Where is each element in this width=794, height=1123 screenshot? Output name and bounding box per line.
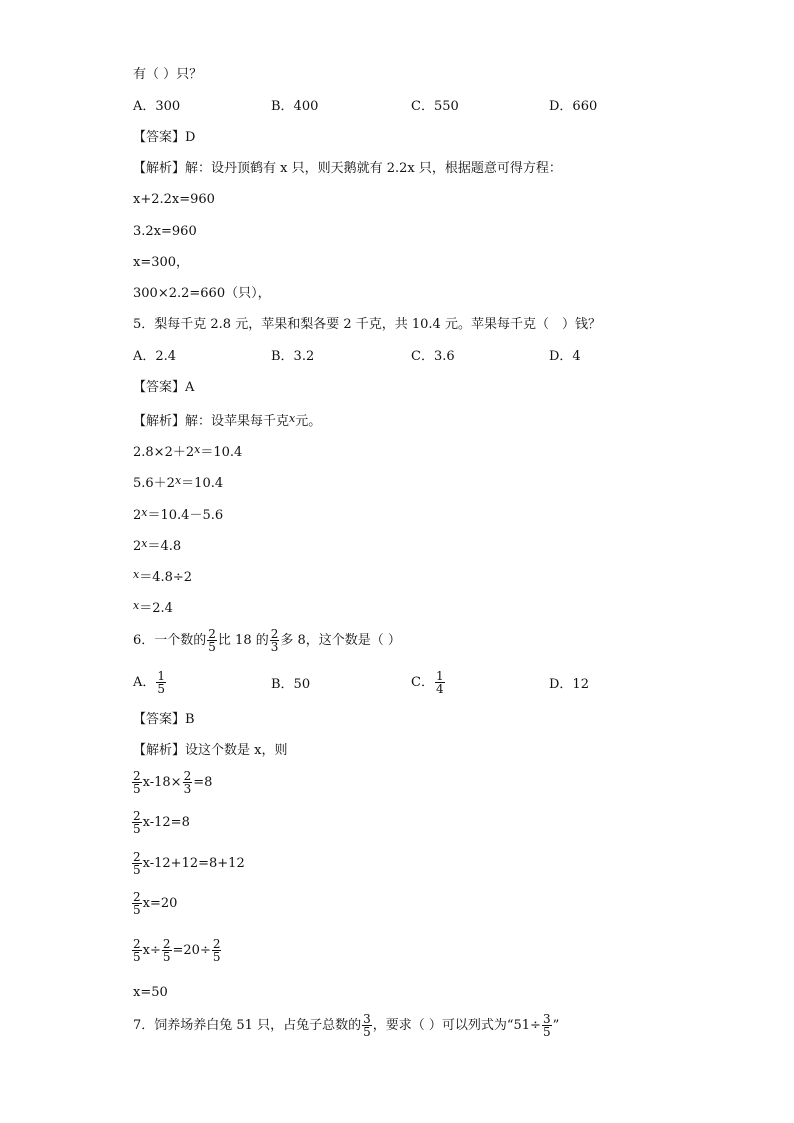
q6-option-d: D．12 bbox=[549, 677, 589, 692]
variable: x bbox=[194, 443, 201, 456]
numerator: 2 bbox=[212, 937, 221, 951]
q5-analysis bbox=[133, 410, 321, 431]
step-text: x-18× bbox=[142, 775, 182, 790]
denominator: 5 bbox=[157, 682, 166, 696]
denominator: 5 bbox=[212, 950, 221, 964]
q5-option-b: B．3.2 bbox=[271, 349, 315, 364]
fraction-two-fifths bbox=[132, 891, 142, 916]
denominator: 3 bbox=[270, 640, 279, 654]
fraction-two-fifths bbox=[132, 938, 142, 963]
step-post: ＝4.8÷2 bbox=[139, 570, 193, 585]
fraction-one-fifth bbox=[156, 670, 166, 695]
step-post: ＝10.4－5.6 bbox=[147, 508, 224, 523]
q4-option-a: A．300 bbox=[133, 99, 181, 114]
numerator: 2 bbox=[133, 850, 141, 864]
step-text: =8 bbox=[193, 775, 213, 790]
q6-text-a: 6．一个数的 bbox=[133, 633, 207, 648]
numerator: 2 bbox=[133, 809, 141, 823]
numerator: 1 bbox=[435, 669, 444, 683]
step-text: x÷ bbox=[142, 943, 161, 958]
q5-question: 5．梨每千克 2.8 元，苹果和梨各要 2 千克，共 10.4 元。苹果每千克（ ）钱？ bbox=[133, 317, 601, 332]
step-post: ＝4.8 bbox=[147, 539, 182, 554]
variable: x bbox=[133, 568, 140, 581]
denominator: 3 bbox=[183, 782, 192, 796]
numerator: 2 bbox=[183, 769, 192, 783]
fraction-two-fifths bbox=[162, 938, 172, 963]
q6-text-c: 多 8，这个数是（ ） bbox=[280, 633, 401, 648]
q6-text-b: 比 18 的 bbox=[217, 633, 269, 648]
denominator: 4 bbox=[435, 682, 444, 696]
step-pre: 2 bbox=[133, 508, 142, 523]
numerator: 2 bbox=[270, 627, 279, 641]
analysis-text: 解：设丹顶鹤有 x 只，则天鹅就有 2.2x 只，根据题意可得方程： bbox=[185, 161, 562, 176]
step-post: ＝10.4 bbox=[200, 445, 243, 460]
q4-step-1: x+2.2x=960 bbox=[133, 192, 215, 207]
q5-option-c: C．3.6 bbox=[411, 349, 455, 364]
step-text: x-12=8 bbox=[142, 815, 190, 830]
fraction-two-fifths bbox=[207, 628, 217, 653]
fraction-two-fifths bbox=[132, 810, 142, 835]
step-post: ＝2.4 bbox=[139, 601, 173, 616]
option-label: A． bbox=[133, 675, 156, 690]
fraction-two-fifths bbox=[212, 938, 222, 963]
q5-step-5 bbox=[133, 566, 192, 587]
denominator: 5 bbox=[133, 950, 141, 964]
q5-answer bbox=[133, 379, 194, 397]
answer-value: B bbox=[185, 712, 195, 727]
q4-step-4: 300×2.2=660（只）， bbox=[133, 286, 271, 301]
numerator: 1 bbox=[157, 669, 166, 683]
q5-step-4 bbox=[133, 535, 181, 556]
numerator: 2 bbox=[133, 890, 141, 904]
q6-answer bbox=[133, 711, 195, 729]
variable: x bbox=[141, 537, 148, 550]
q6-step-4 bbox=[131, 891, 177, 917]
q6-option-b: B．50 bbox=[271, 677, 311, 692]
numerator: 2 bbox=[162, 937, 171, 951]
analysis-text-b: 元。 bbox=[295, 414, 322, 429]
q5-step-2 bbox=[133, 472, 223, 493]
q5-option-d: D．4 bbox=[549, 349, 581, 364]
variable: x bbox=[141, 506, 148, 519]
q5-step-6 bbox=[133, 597, 173, 618]
analysis-text-a: 解：设苹果每千克 bbox=[185, 414, 290, 429]
q7-text-c: ” bbox=[552, 1018, 560, 1033]
q4-option-c: C．550 bbox=[411, 99, 459, 114]
q6-step-5 bbox=[131, 938, 222, 964]
q5-option-a: A．2.4 bbox=[133, 349, 177, 364]
denominator: 5 bbox=[363, 1025, 371, 1039]
analysis-label: 【解析】 bbox=[133, 161, 186, 176]
step-pre: 5.6＋2 bbox=[133, 476, 175, 491]
q5-step-3 bbox=[133, 504, 223, 525]
option-label: C． bbox=[411, 675, 434, 690]
fraction-three-fifths bbox=[542, 1013, 552, 1038]
q6-step-6: x=50 bbox=[133, 985, 168, 1000]
variable: x bbox=[133, 599, 140, 612]
answer-value: D bbox=[185, 130, 196, 145]
fraction-two-fifths bbox=[132, 851, 142, 876]
q4-step-3: x=300， bbox=[133, 255, 190, 270]
q7-text-a: 7．饲养场养白兔 51 只，占兔子总数的 bbox=[133, 1018, 362, 1033]
q7-text-b: ，要求（ ）可以列式为“51÷ bbox=[372, 1018, 541, 1033]
q4-analysis bbox=[133, 160, 562, 178]
numerator: 2 bbox=[133, 937, 141, 951]
q6-question bbox=[133, 628, 401, 653]
denominator: 5 bbox=[162, 950, 171, 964]
q5-step-1 bbox=[133, 441, 242, 462]
step-pre: 2.8×2＋2 bbox=[133, 445, 195, 460]
variable: x bbox=[289, 412, 296, 425]
step-text: x-12+12=8+12 bbox=[142, 856, 245, 871]
q6-option-a bbox=[133, 670, 167, 695]
q6-step-3 bbox=[131, 851, 245, 877]
fraction-one-fourth bbox=[435, 670, 445, 695]
numerator: 3 bbox=[363, 1012, 371, 1026]
step-post: ＝10.4 bbox=[181, 476, 224, 491]
analysis-label: 【解析】 bbox=[133, 414, 186, 429]
fraction-two-thirds bbox=[270, 628, 280, 653]
step-pre: 2 bbox=[133, 539, 142, 554]
denominator: 5 bbox=[133, 863, 141, 877]
analysis-text: 设这个数是 x，则 bbox=[185, 743, 288, 758]
q7-question bbox=[133, 1012, 559, 1040]
analysis-label: 【解析】 bbox=[133, 743, 186, 758]
q6-option-c bbox=[411, 670, 446, 695]
q6-step-1 bbox=[131, 770, 212, 796]
denominator: 5 bbox=[133, 782, 141, 796]
q4-step-2: 3.2x=960 bbox=[133, 224, 197, 239]
step-text: =20÷ bbox=[172, 943, 211, 958]
denominator: 5 bbox=[133, 903, 141, 917]
step-text: x=20 bbox=[142, 896, 178, 911]
q4-question-tail: 有（ ）只？ bbox=[133, 67, 203, 82]
answer-label: 【答案】 bbox=[133, 130, 186, 145]
numerator: 2 bbox=[133, 769, 141, 783]
answer-label: 【答案】 bbox=[133, 712, 186, 727]
q6-analysis bbox=[133, 742, 287, 760]
q4-option-d: D．660 bbox=[549, 99, 598, 114]
q6-step-2 bbox=[131, 810, 190, 836]
numerator: 3 bbox=[542, 1012, 551, 1026]
answer-value: A bbox=[185, 380, 195, 395]
denominator: 5 bbox=[208, 640, 216, 654]
q4-option-b: B．400 bbox=[271, 99, 319, 114]
q4-answer bbox=[133, 129, 195, 147]
fraction-two-fifths bbox=[132, 770, 142, 795]
fraction-two-thirds bbox=[183, 770, 193, 795]
variable: x bbox=[174, 474, 182, 487]
numerator: 2 bbox=[208, 627, 216, 641]
denominator: 5 bbox=[542, 1025, 551, 1039]
answer-label: 【答案】 bbox=[133, 380, 186, 395]
fraction-three-fifths bbox=[362, 1013, 372, 1038]
denominator: 5 bbox=[133, 822, 141, 836]
